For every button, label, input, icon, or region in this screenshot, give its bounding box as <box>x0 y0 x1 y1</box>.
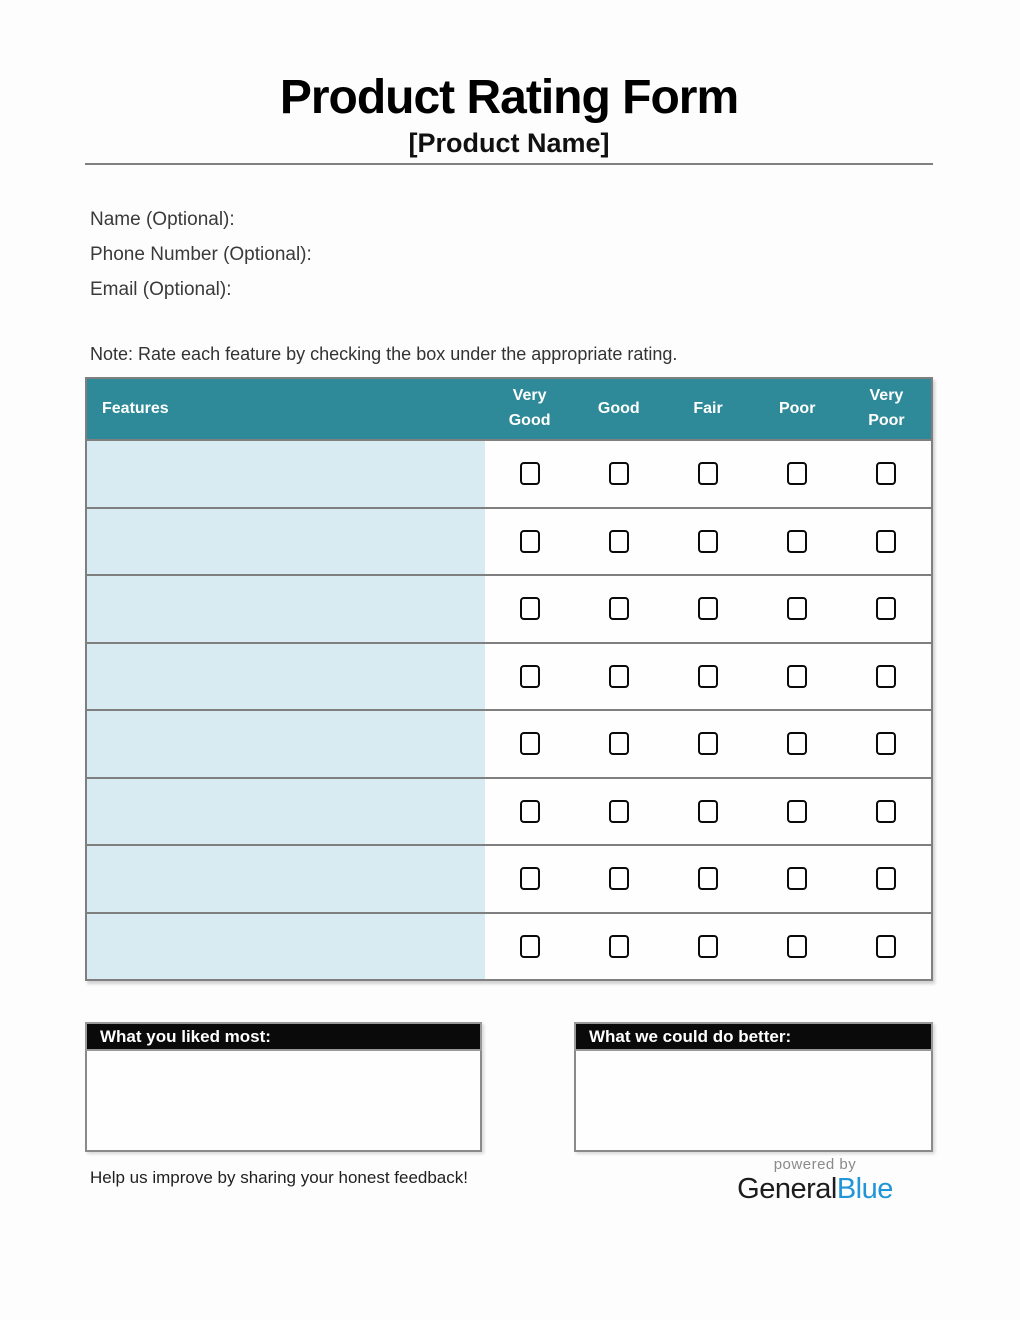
brand-name-general: General <box>737 1173 837 1205</box>
rating-cell-very-good <box>485 509 574 575</box>
feature-row <box>87 844 931 912</box>
feature-name-cell[interactable] <box>87 711 485 777</box>
email-field-label: Email (Optional): <box>90 279 232 300</box>
rating-cell-fair <box>663 644 752 710</box>
rating-cell-very-poor <box>842 576 931 642</box>
rating-cell-poor <box>753 846 842 912</box>
rating-checkbox-fair[interactable] <box>698 867 718 890</box>
column-header-good: Good <box>597 399 640 417</box>
rating-checkbox-good[interactable] <box>609 867 629 890</box>
rating-checkbox-poor[interactable] <box>787 462 807 485</box>
rating-table-body <box>87 439 931 979</box>
rating-cell-fair <box>663 914 752 980</box>
rating-checkbox-very-good[interactable] <box>520 732 540 755</box>
column-header-poor: Poor <box>778 399 816 417</box>
rating-checkbox-poor[interactable] <box>787 530 807 553</box>
rating-checkbox-poor[interactable] <box>787 665 807 688</box>
rating-checkbox-very-poor[interactable] <box>876 732 896 755</box>
rating-checkbox-fair[interactable] <box>698 462 718 485</box>
rating-checkbox-good[interactable] <box>609 800 629 823</box>
rating-checkbox-poor[interactable] <box>787 597 807 620</box>
rating-table <box>85 377 933 981</box>
page-title: Product Rating Form <box>279 71 739 124</box>
rating-checkbox-good[interactable] <box>609 597 629 620</box>
rating-checkbox-very-poor[interactable] <box>876 530 896 553</box>
feature-row <box>87 574 931 642</box>
rating-cell-very-good <box>485 644 574 710</box>
rating-checkbox-fair[interactable] <box>698 732 718 755</box>
rating-cell-poor <box>753 711 842 777</box>
rating-checkbox-fair[interactable] <box>698 530 718 553</box>
rating-checkbox-good[interactable] <box>609 732 629 755</box>
rating-checkbox-very-good[interactable] <box>520 800 540 823</box>
rating-checkbox-poor[interactable] <box>787 935 807 958</box>
phone-field-label: Phone Number (Optional): <box>90 244 312 265</box>
liked-most-title: What you liked most: <box>85 1022 482 1051</box>
rating-cell-poor <box>753 441 842 507</box>
column-header-very-poor: Very Poor <box>868 387 905 429</box>
rating-cell-very-good <box>485 576 574 642</box>
rating-checkbox-very-poor[interactable] <box>876 665 896 688</box>
rating-cell-very-good <box>485 846 574 912</box>
rating-checkbox-good[interactable] <box>609 665 629 688</box>
rating-checkbox-fair[interactable] <box>698 597 718 620</box>
rating-cell-fair <box>663 576 752 642</box>
feature-row <box>87 912 931 980</box>
rating-cell-poor <box>753 644 842 710</box>
feature-name-cell[interactable] <box>87 576 485 642</box>
rating-checkbox-fair[interactable] <box>698 800 718 823</box>
rating-cell-very-poor <box>842 711 931 777</box>
product-name-subtitle: [Product Name] <box>408 128 610 158</box>
liked-most-input[interactable] <box>85 1051 482 1152</box>
rating-cell-very-good <box>485 711 574 777</box>
contact-fields <box>90 202 312 307</box>
rating-cell-good <box>574 644 663 710</box>
rating-cell-fair <box>663 846 752 912</box>
rating-checkbox-very-good[interactable] <box>520 462 540 485</box>
rating-cell-very-poor <box>842 644 931 710</box>
rating-cell-poor <box>753 576 842 642</box>
rating-checkbox-good[interactable] <box>609 530 629 553</box>
rating-cell-good <box>574 576 663 642</box>
feature-row <box>87 507 931 575</box>
rating-cell-good <box>574 711 663 777</box>
feature-row <box>87 709 931 777</box>
rating-checkbox-poor[interactable] <box>787 867 807 890</box>
feature-row <box>87 642 931 710</box>
rating-checkbox-very-poor[interactable] <box>876 462 896 485</box>
rating-cell-good <box>574 779 663 845</box>
feature-name-cell[interactable] <box>87 509 485 575</box>
rating-table-header <box>87 379 931 439</box>
feature-name-cell[interactable] <box>87 779 485 845</box>
rating-checkbox-very-good[interactable] <box>520 597 540 620</box>
powered-by-label: powered by <box>773 1156 857 1173</box>
feedback-message: Help us improve by sharing your honest feedback! <box>90 1168 468 1187</box>
rating-cell-very-good <box>485 779 574 845</box>
rating-cell-very-poor <box>842 846 931 912</box>
rating-checkbox-poor[interactable] <box>787 800 807 823</box>
rating-checkbox-poor[interactable] <box>787 732 807 755</box>
rating-cell-fair <box>663 509 752 575</box>
rating-checkbox-fair[interactable] <box>698 935 718 958</box>
rating-cell-good <box>574 441 663 507</box>
brand-name <box>735 1175 895 1204</box>
rating-checkbox-good[interactable] <box>609 462 629 485</box>
rating-checkbox-very-good[interactable] <box>520 665 540 688</box>
rating-cell-very-poor <box>842 509 931 575</box>
rating-cell-poor <box>753 779 842 845</box>
do-better-box <box>574 1022 933 1152</box>
do-better-input[interactable] <box>574 1051 933 1152</box>
rating-checkbox-fair[interactable] <box>698 665 718 688</box>
feature-row <box>87 777 931 845</box>
generalblue-logo <box>735 1157 895 1204</box>
rating-cell-good <box>574 509 663 575</box>
rating-cell-poor <box>753 509 842 575</box>
rating-checkbox-very-poor[interactable] <box>876 867 896 890</box>
brand-name-blue: Blue <box>836 1173 893 1205</box>
rating-checkbox-very-poor[interactable] <box>876 800 896 823</box>
feature-row <box>87 439 931 507</box>
form-header <box>85 70 933 160</box>
feature-name-cell[interactable] <box>87 914 485 980</box>
rating-checkbox-very-good[interactable] <box>520 867 540 890</box>
name-field-label: Name (Optional): <box>90 209 235 230</box>
feature-name-cell[interactable] <box>87 441 485 507</box>
rating-cell-very-poor <box>842 779 931 845</box>
rating-cell-very-poor <box>842 441 931 507</box>
rating-checkbox-good[interactable] <box>609 935 629 958</box>
title-divider <box>85 163 933 165</box>
features-column-header: Features <box>102 400 169 417</box>
rating-checkbox-very-good[interactable] <box>520 530 540 553</box>
rating-checkbox-very-poor[interactable] <box>876 935 896 958</box>
feature-name-cell[interactable] <box>87 846 485 912</box>
rating-checkbox-very-poor[interactable] <box>876 597 896 620</box>
feature-name-cell[interactable] <box>87 644 485 710</box>
rating-cell-very-good <box>485 914 574 980</box>
do-better-title: What we could do better: <box>574 1022 933 1051</box>
rating-cell-fair <box>663 711 752 777</box>
rating-cell-fair <box>663 441 752 507</box>
rating-cell-good <box>574 914 663 980</box>
rating-cell-fair <box>663 779 752 845</box>
rating-cell-very-good <box>485 441 574 507</box>
instruction-note: Note: Rate each feature by checking the box under the appropriate rating. <box>90 344 678 364</box>
rating-cell-good <box>574 846 663 912</box>
column-header-very-good: Very Good <box>508 387 551 429</box>
liked-most-box <box>85 1022 482 1152</box>
rating-cell-poor <box>753 914 842 980</box>
rating-cell-very-poor <box>842 914 931 980</box>
column-header-fair: Fair <box>693 399 723 417</box>
rating-checkbox-very-good[interactable] <box>520 935 540 958</box>
